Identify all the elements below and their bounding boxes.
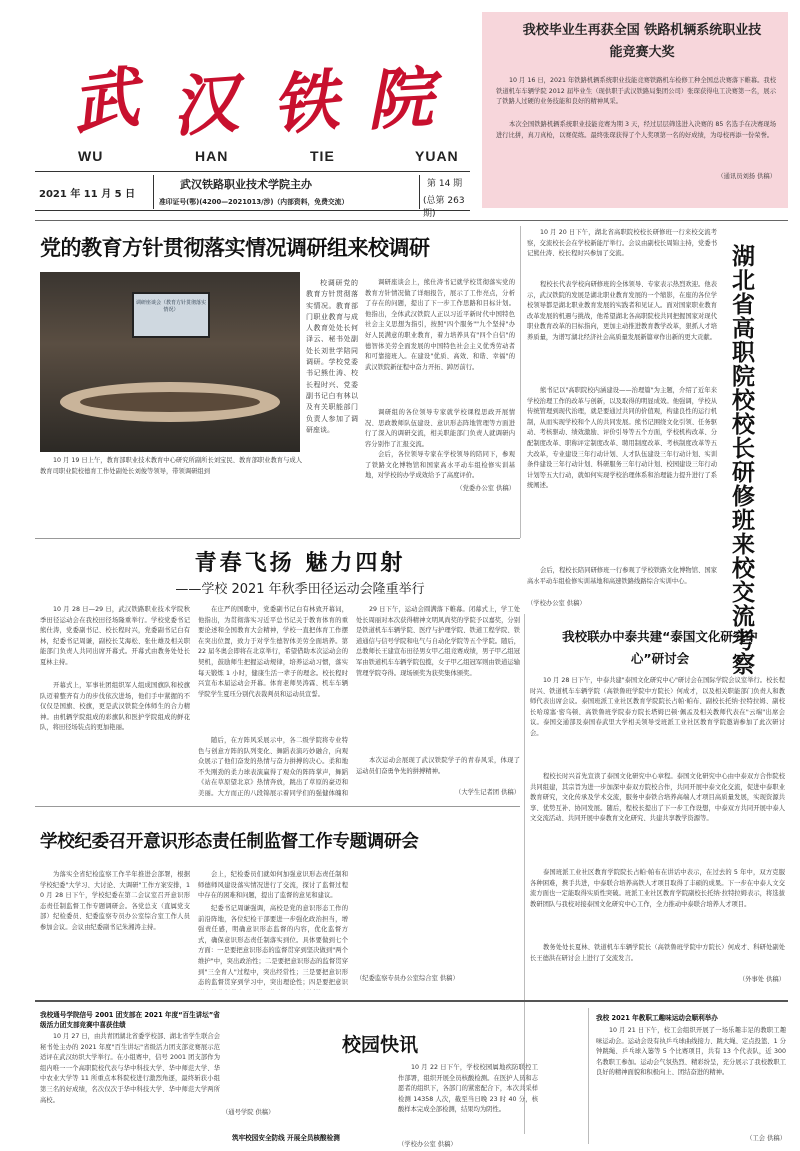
latin-yuan: YUAN: [415, 148, 459, 164]
presidents-headline: 湖北省高职院校校长研修班来校交流考察: [728, 244, 754, 676]
news-1-title: 我校通号学院信号 2001 团支部在 2021 年度“百生讲坛”省级活力团支部竞赛中喜获佳绩: [40, 1011, 220, 1029]
print-permit: 准印证号(鄂)(4200—2021013/涉)（内部资料，免费交流）: [159, 198, 349, 206]
sports-p5: 29 日下午，运动会圆满落下帷幕。闭幕式上，学工处处长周丽对本次获得精神文明风尚奖的学院予以嘉奖，分别是铁道机车车辆学院、医疗与护理学院、铁道工程学院、铁道通信与信号学院和电气与自动化学院等五个学院。随后，总教师长王建宣布田径男女甲乙组竞赛成绩，男子甲乙组冠军由铁道机车车辆学院包揽，女子甲乙组冠军则由铁道运输管理学院夺得。现场颁奖为获奖集体颁奖。: [356, 606, 520, 677]
thai-p3: 泰国班派工业社区教育学院院长占帕·帕布在讲话中表示，在过去的 5 年中，双方克服各种困难，携手共进，中泰联合培养高铁人才项目取得了丰硕的成果。下一步在中泰人文交流方面也一定能取得实质性突破。班派工业社区教育学院副校长托纳·拉特拉姆表示，将选拔教研团队与我校对接泰国文化研究中心工作，全力推动中泰联合培养人才项目。: [530, 869, 785, 908]
news-3-title: 我校 2021 年教职工趣味运动会顺利举办: [596, 1014, 718, 1022]
presidents-p4: 会后，程校长陪同研修班一行参观了学校铁路文化博物馆、国家高水平动车组检修实训基地和高速铁路线路综合实训中心。: [527, 567, 717, 585]
award-article: [482, 12, 788, 208]
total-issue: (总第 263 期): [423, 196, 465, 219]
survey-p3-col: 调研座谈会上，熊仕涛书记就学校贯彻落实党的教育方针情况做了详细报告，展示了工作亮点，分析了存在的问题，提出了下一步工作思路和目标计划。他指出，全体武汉铁院人正以习近平新时代中国特色社会主义思想为指引，按照"四个服务""九个坚持"办好人民满意的职业教育，着力培养具有"四个自信"的德智体美劳全面发展的中国特色社会主义优秀劳动者和可靠接班人。在建设"优质、高效、和谐、幸福"的武汉铁院新征程中奋力开拓、踔厉前行。: [365, 279, 515, 371]
presidents-p2: 程校长代表学校向研修班的全体领导、专家表示热烈欢迎。他表示，武汉铁院的发展是湖北职业教育发展的一个缩影，在座的各位学校领导都是湖北职业教育发展的实践者和见证人。面对国家职业教育改革发展的机遇与挑战，他希望湖北各高职院校共同把握国家对现代职业教育改革的目标指向，更加主动推进教育教学改革，狠抓人才培养质量，为谱写湖北经济社会高质量发展新篇章作出新的更大贡献。: [527, 281, 717, 341]
sports-p2: 开幕式上，军事社团组织军人组成国旗队和校旗队迈着整齐有力的步伐依次进场，他们手中紧握的不仅仅是国旗、校旗，更是武汉铁院全体师生的合力精神。由机辆学院组成的彩旗队和医护学院组成的鲜花队，将田径场装点的更加艳丽。: [40, 682, 190, 732]
survey-p1: 10 月 19 日上午，教育部职业技术教育中心研究所副所长刘宝民、教育部职业教育与成人教育司职业院校德育工作处副处长刘俊等领导，带领调研组到: [40, 457, 302, 475]
news-1-source: （通号学院 供稿）: [222, 1109, 275, 1116]
latin-wu: WU: [78, 148, 104, 164]
discipline-p1: 为落实全省纪检监察工作半年推进会部署，根据学校纪委"大学习、大讨论、大调研"工作方案安排，10 月 28 日下午，学校纪委在第二会议室召开意识形态责任制监督工作专题调研会。各党总支（直属党支部）纪检委员、纪委监察专员办公室综合室工作人员参加会议。会议由纪委副书记朱湘涛主持。: [40, 871, 190, 931]
masthead-char-3: 铁: [268, 60, 342, 146]
survey-p5: 会后，各位领导专家在学校领导的陪同下，参观了铁路文化博物馆和国家高水平动车组检修实训基地，对学校的办学成效给予了高度评价。: [365, 451, 515, 480]
sports-headline: 青春飞扬 魅力四射: [194, 550, 406, 576]
sports-p3-col: 在庄严的国歌中，党委副书记白有林致开幕词，他指出，为贯彻落实习近平总书记关于教育体育的重要论述和全国教育大会精神，学校一直把体育工作摆在突出位置，致力于对学生德智体美劳全面培养。第 22 届冬奥会即将在北京举行，希望借助本次运动会的契机，鼓励师生把握运动规律，培养运动习惯，落实每天锻炼 1 小时，健康生活一辈子的理念。校长程时兴宣布本届运动会开幕。体育老师吴涛霖、机车车辆学院学生夏珏分别代表裁判员和运动员宣誓。: [198, 606, 348, 698]
sports-p4: 随后，在方阵风采展示中，各二级学院将专业特色与创意方阵的队列变化、舞蹈表演巧妙融合，向观众展示了他们奋发的热情与奋力拼搏的决心。柔和地不失刚劲的柔力球表演赢得了观众的阵阵掌声，舞蹈《站在草原望北京》热情奔放，跳出了草原的豪迈和美丽。大方而正的八段锦展示着同学们的强健体魄和: [198, 737, 348, 797]
presidents-p1: 10 月 20 日下午，湖北省高职院校校长研修班一行来校交流考察，交流校长会在学校新能厅举行。会议由副校长周锦主持，党委书记熊仕涛、校长程时兴参加了交流。: [527, 229, 717, 258]
sports-source: （大学生记者团 供稿）: [455, 789, 520, 796]
news-title: 校园快讯: [341, 1034, 418, 1056]
info-bar: [35, 171, 470, 219]
award-source: （通讯员刘扬 供稿）: [717, 173, 776, 180]
survey-headline: 党的教育方针贯彻落实情况调研组来校调研: [40, 236, 430, 260]
issue-number: 第 14 期: [427, 179, 463, 189]
thai-source: （外事处 供稿）: [738, 976, 785, 983]
news-3-body: 10 月 21 日下午，校工会组织开展了一场乐趣丰足的教职工趣味运动会。运动会设有执乒乓球曲线接力、跳大绳、定点投篮、1 分钟跳绳、乒乓球入篓等 5 个比赛项目，共有 13 个代表队，近 300 名教职工参加。运动会气氛热烈、精彩纷呈，充分展示了我校教职工良好的精神面貌和积极向上、团结奋进的精神。: [596, 1027, 786, 1077]
masthead-char-4: 院: [365, 58, 435, 140]
award-p2: 本次全国铁路机辆系统职业技能竞赛为期 3 天，经过层层筛选进入决赛的 85 名选手在决赛现场进行比拼，真刀真枪，以赛促练。最终张琛获得了个人奖项第一名的好成绩，为母校再添一份荣誉。: [496, 121, 776, 139]
latin-tie: TIE: [310, 148, 335, 164]
photo-screen-caption: 调研座谈会（教育方针贯彻落实情况）: [135, 300, 206, 313]
news-1-body: 10 月 27 日，由共青团湖北省委学校部、湖北省学生联合会秘书处主办的 2021 年度"百生讲坛"省级活力团支部竞赛展示范适评在武汉纺织大学举行。在小组赛中，信号 2001 团支部作为组内唯一一个高职院校代表与华中科技大学、华中师范大学、华中农业大学等 11 所重点本科院校进行激烈角逐，最终斩获小组第三名的好成绩，名次仅次于华中科技大学、华中师范大学两所高校。: [40, 1033, 220, 1104]
thai-p4: 教务处处长夏林、铁道机车车辆学院长（高铁鲁班学院中方院长）何成才、科研处副处长王德洪在研讨会上进行了交流发言。: [530, 944, 785, 962]
masthead-char-1: 武: [66, 57, 144, 145]
masthead-char-2: 汉: [169, 63, 241, 147]
discipline-headline: 学校纪委召开意识形态责任制监督工作专题调研会: [40, 832, 419, 852]
award-p1: 10 月 16 日，2021 年铁路机辆系统职业技能竞赛铁路机车检修工种全国总决赛落下帷幕。我校铁道机车车辆学院 2012 届毕业生（现供职于武汉铁路局集团公司）张琛获得电工决赛第一名，展示了铁路人过硬的业务技能和良好的精神风采。: [496, 77, 776, 106]
sponsor: 武汉铁路职业技术学院主办: [180, 178, 312, 191]
presidents-source: （学校办公室 供稿）: [527, 600, 586, 607]
news-2-source: （学校办公室 供稿）: [398, 1141, 457, 1148]
thai-headline: 我校联办中泰共建“泰国文化研究中心”研讨会: [562, 629, 758, 666]
survey-p4: 调研组的各位领导专家就学校课程思政开展情况、思政教师队伍建设、意识形态阵地管理等方面进行了深入的调研交流，相关职能部门负责人就调研内容分别作了汇报交流。: [365, 409, 515, 448]
issue-date: 2021 年 11 月 5 日: [39, 189, 136, 200]
discipline-p2: 会上，纪检委员们就如何加强意识形态责任制和师德师风建设落实情况进行了交流，探讨了监督过程中存在的困难和问题，提出了监督的意见和建议。: [198, 871, 348, 900]
thai-p2: 程校长时兴首先宣读了泰国文化研究中心章程。泰国文化研究中心由中泰双方合作院校共同组建，其宗旨为进一步加深中泰双方院校合作，共同开展中泰文化交流，促进中泰职业教育研究，文化传承及学术交流，服务中泰铁合培养高端人才项目高质量发展，实现资源共享、优势互补、协同发展。随后，程校长提出了下一步工作设想，中泰双方共同开展中泰人文交流活动、共同开展中泰教育文化研究、共建共享教学资源等。: [530, 773, 785, 823]
survey-p2: 校调研党的教育方针贯彻落实情况。教育部门职业教育与成人教育处处长何泽云、秘书处副处长刘世学陪同调研。学校党委书记熊仕涛、校长程时兴、党委副书记白有林以及有关职能部门负责人参加了调研座谈。: [306, 279, 358, 434]
discipline-source: （纪委监察专员办公室综合室 供稿）: [356, 975, 459, 982]
masthead: [42, 20, 472, 170]
presidents-p3: 熊书记以"高职院校内涵建设——治理篇"为主题，介绍了近年来学校治理工作的改革与创新，以及取得的明显成效。他强调，学校从传统管理到现代治理，就是要通过共同的价值观，构建良性的运行机制，从而实现学校和个人的共同发展。熊书记围绕文化引领、任务驱动、考核驱动、绩效激励、评价引导等五个方面，学校机构改革、分配制度改革、职称评定制度改革、聘用制度改革、考核制度改革等五大改革，专业建设三年行动计划、人才队伍建设三年行动计划、实训条件建设三年行动计划、科研服务三年行动计划、校园建设三年行动计划等五大行动，就如何实现学校治理体系和治理能力提升进行了系统阐述。: [527, 387, 717, 490]
award-title: 我校毕业生再获全国 铁路机辆系统职业技能竞赛大奖: [522, 23, 762, 60]
sports-p6: 本次运动会展现了武汉铁院学子的青春风采，体现了运动员们奋勇争先的拼搏精神。: [356, 757, 520, 775]
discipline-p3: 纪委书记周谦强调，高校是党的意识形态工作的前沿阵地，各位纪检干部要进一步强化政治担当，增强责任感，明确意识形态监督的内容，优化监督方式，确保意识形态责任制落实到位。具体要做到七个方面：一是要把意识形态的监督贯穿到坚决做到"两个维护"中，突出政治性；二是要把意识形态的监督贯穿到"三全育人"过程中，突出经常性；三是要把意识形态的监督贯穿到学习中，突出理论性；四是要把意识: [198, 905, 348, 987]
sports-subtitle: ——学校 2021 年秋季田径运动会隆重举行: [175, 582, 425, 597]
news-2-body: 10 月 22 日下午，学校校园属地疾防联控工作部署，组织开展全员核酸检测。在医护人员和志愿者的组织下，各部门的紧密配合下，本次共采样检测 14358 人次，截至当日晚 23 时 40 分，核酸样本完成全部检测，结果均为阴性。: [398, 1064, 538, 1114]
survey-photo: [40, 272, 300, 452]
thai-p1: 10 月 28 日下午，中泰共建"泰国文化研究中心"研讨会在国际学院会议室举行。校长程时兴、铁道机车车辆学院（高铁鲁班学院中方院长）何成才，以及相关职能部门负责人和教师代表出席会议。泰国班派工业社区教育学院院长占帕·帕布、副校长托纳·拉特拉姆、副校长哈琼塞·密乌顿、高铁鲁班学院泰方院长塔姆巴顿·佩孟及相关教师代表在"云端"出席会议。泰国交通部及泰国春武里大学相关领导受班派工业社区教育学院邀请参加了此次研讨会。: [530, 677, 785, 737]
sports-p1: 10 月 28 日—29 日，武汉铁路职业技术学院秋季田径运动会在我校田径场隆重举行。学校党委书记熊仕涛，党委副书记、校长程时兴，党委副书记白有林，纪委书记周谦，副校长艾海松、张仕雄及相关职能部门负责人共同出席开幕式。开幕式由教务处处长夏林主持。: [40, 606, 190, 666]
news-2-title: 筑牢校园安全防线 开展全员核酸检测: [232, 1134, 340, 1142]
news-3-source: （工会 供稿）: [746, 1135, 786, 1142]
survey-source: （党委办公室 供稿）: [456, 485, 515, 492]
latin-han: HAN: [195, 148, 229, 164]
